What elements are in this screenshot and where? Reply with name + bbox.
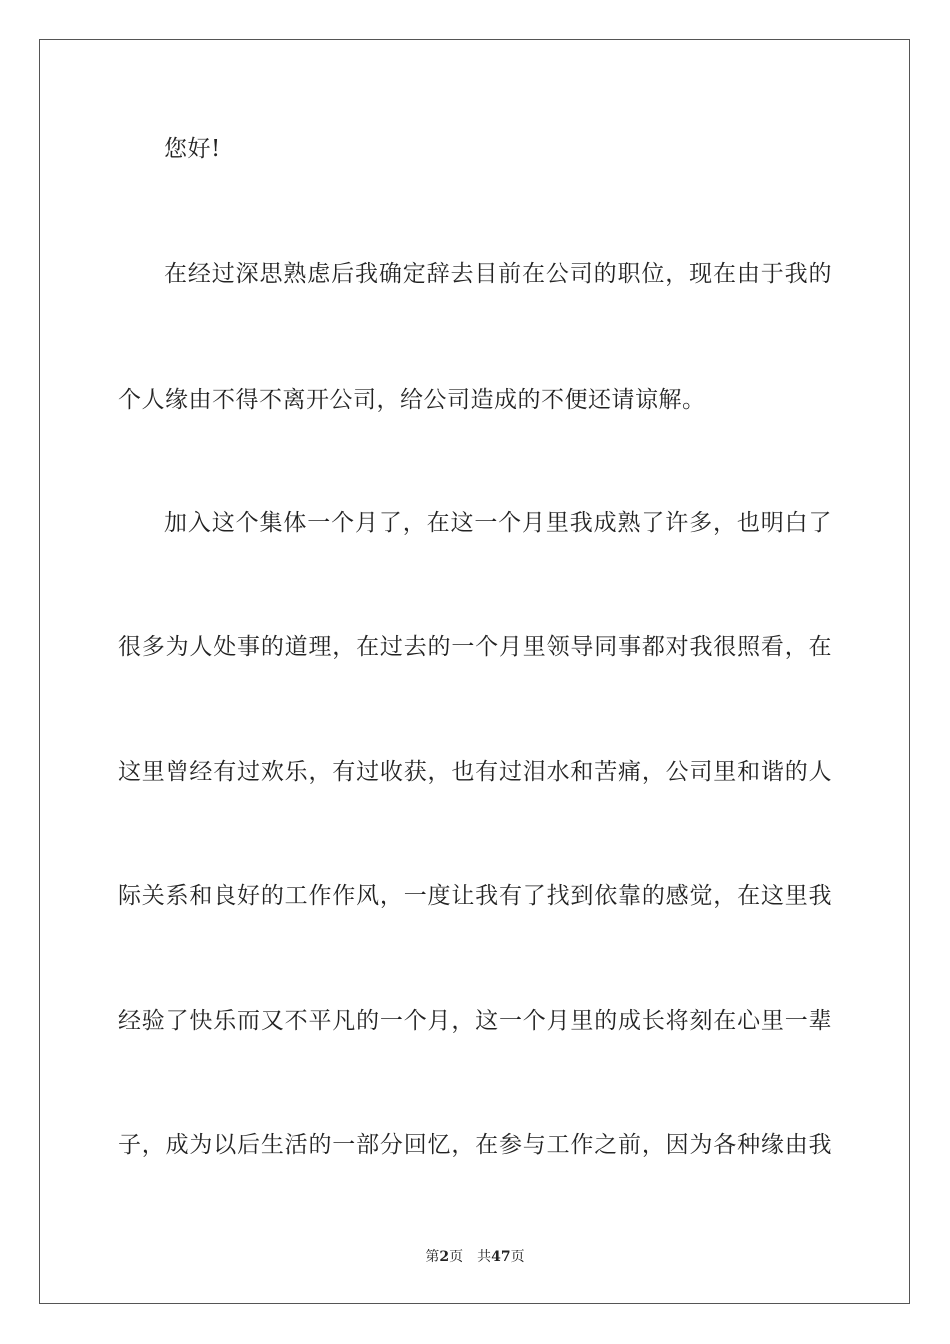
footer-page-suffix: 页 — [449, 1249, 464, 1265]
footer-total-suffix: 页 — [510, 1249, 525, 1265]
paragraph-line: 经验了快乐而又不平凡的一个月，这一个月里的成长将刻在心里一辈 — [118, 1008, 832, 1034]
paragraph-line: 这里曾经有过欢乐，有过收获，也有过泪水和苦痛，公司里和谐的人 — [118, 759, 832, 785]
paragraph-line: 个人缘由不得不离开公司，给公司造成的不便还请谅解。 — [118, 387, 706, 413]
paragraph-line: 在经过深思熟虑后我确定辞去目前在公司的职位，现在由于我的 — [164, 261, 832, 287]
paragraph-line: 子，成为以后生活的一部分回忆，在参与工作之前，因为各种缘由我 — [118, 1132, 832, 1158]
page-footer — [0, 1248, 950, 1266]
footer-total-prefix: 共 — [477, 1249, 492, 1265]
greeting: 您好! — [164, 136, 221, 162]
page-border — [39, 39, 910, 1304]
paragraph-line: 很多为人处事的道理，在过去的一个月里领导同事都对我很照看，在 — [118, 634, 832, 660]
footer-page-prefix: 第 — [425, 1249, 440, 1265]
paragraph-line: 加入这个集体一个月了，在这一个月里我成熟了许多，也明白了 — [164, 510, 832, 536]
paragraph-line: 际关系和良好的工作作风，一度让我有了找到依靠的感觉，在这里我 — [118, 883, 832, 909]
footer-total-pages: 47 — [491, 1249, 511, 1265]
footer-page-number: 2 — [439, 1249, 450, 1265]
